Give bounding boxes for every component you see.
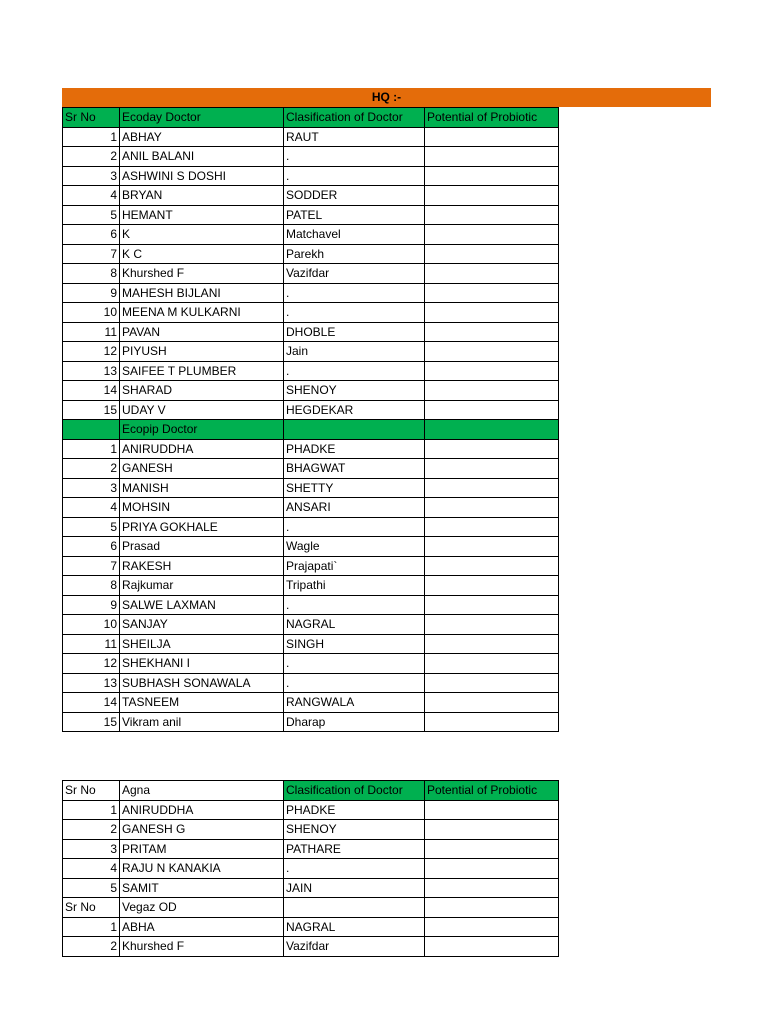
name-cell[interactable]: Khurshed F xyxy=(120,264,284,284)
potential-cell[interactable] xyxy=(425,498,559,518)
sr-no-cell[interactable]: 5 xyxy=(63,205,120,225)
sr-no-cell[interactable]: 14 xyxy=(63,381,120,401)
sr-no-cell[interactable]: 1 xyxy=(63,127,120,147)
classification-cell[interactable]: SHENOY xyxy=(284,381,425,401)
table-row xyxy=(63,439,559,459)
potential-cell[interactable] xyxy=(425,400,559,420)
sr-no-cell[interactable]: 3 xyxy=(63,166,120,186)
name-cell[interactable]: PIYUSH xyxy=(120,342,284,362)
classification-cell[interactable]: HEGDEKAR xyxy=(284,400,425,420)
section-ecopip-doctor[interactable]: Ecopip Doctor xyxy=(120,420,284,440)
name-cell[interactable]: ANIRUDDHA xyxy=(120,800,284,820)
classification-cell[interactable]: Dharap xyxy=(284,712,425,732)
table-row xyxy=(63,693,559,713)
name-cell[interactable]: RAKESH xyxy=(120,556,284,576)
table-header-row xyxy=(63,781,559,801)
classification-cell[interactable]: Vazifdar xyxy=(284,264,425,284)
potential-cell[interactable] xyxy=(425,147,559,167)
classification-cell[interactable]: . xyxy=(284,654,425,674)
header-sr-no[interactable]: Sr No xyxy=(63,108,120,128)
sr-no-cell[interactable]: 5 xyxy=(63,878,120,898)
name-cell[interactable]: SUBHASH SONAWALA xyxy=(120,673,284,693)
section-blank-cell[interactable] xyxy=(425,420,559,440)
classification-cell[interactable]: . xyxy=(284,147,425,167)
classification-cell[interactable]: PATEL xyxy=(284,205,425,225)
name-cell[interactable]: BRYAN xyxy=(120,186,284,206)
name-cell[interactable]: Prasad xyxy=(120,537,284,557)
header-ecoday-doctor[interactable]: Ecoday Doctor xyxy=(120,108,284,128)
classification-cell[interactable]: Matchavel xyxy=(284,225,425,245)
table-header-row xyxy=(63,108,559,128)
name-cell[interactable]: UDAY V xyxy=(120,400,284,420)
potential-cell[interactable] xyxy=(425,537,559,557)
potential-cell[interactable] xyxy=(425,712,559,732)
name-cell[interactable]: MEENA M KULKARNI xyxy=(120,303,284,323)
name-cell[interactable]: ABHA xyxy=(120,917,284,937)
table-row xyxy=(63,595,559,615)
name-cell[interactable]: SHARAD xyxy=(120,381,284,401)
name-cell[interactable]: ANIL BALANI xyxy=(120,147,284,167)
potential-cell[interactable] xyxy=(425,556,559,576)
potential-cell[interactable] xyxy=(425,654,559,674)
table-row xyxy=(63,361,559,381)
classification-cell[interactable]: PHADKE xyxy=(284,800,425,820)
name-cell[interactable]: SANJAY xyxy=(120,615,284,635)
classification-cell[interactable]: BHAGWAT xyxy=(284,459,425,479)
name-cell[interactable]: SAMIT xyxy=(120,878,284,898)
classification-cell[interactable]: . xyxy=(284,166,425,186)
potential-cell[interactable] xyxy=(425,225,559,245)
sr-no-cell[interactable]: 15 xyxy=(63,400,120,420)
name-cell[interactable]: TASNEEM xyxy=(120,693,284,713)
classification-cell[interactable]: . xyxy=(284,673,425,693)
sr-no-cell[interactable]: 14 xyxy=(63,693,120,713)
sr-no-cell[interactable]: 2 xyxy=(63,820,120,840)
name-cell[interactable]: SHEILJA xyxy=(120,634,284,654)
table-row xyxy=(63,303,559,323)
classification-cell[interactable]: RANGWALA xyxy=(284,693,425,713)
section-blank-cell[interactable] xyxy=(63,420,120,440)
name-cell[interactable]: ABHAY xyxy=(120,127,284,147)
potential-cell[interactable] xyxy=(425,264,559,284)
potential-cell[interactable] xyxy=(425,439,559,459)
classification-cell[interactable]: SHETTY xyxy=(284,478,425,498)
potential-cell[interactable] xyxy=(425,576,559,596)
table-row xyxy=(63,166,559,186)
potential-cell[interactable] xyxy=(425,820,559,840)
classification-cell[interactable]: . xyxy=(284,361,425,381)
table-row xyxy=(63,878,559,898)
name-cell[interactable]: GANESH xyxy=(120,459,284,479)
potential-cell[interactable] xyxy=(425,917,559,937)
header-blank[interactable] xyxy=(284,898,425,918)
sr-no-cell[interactable]: 4 xyxy=(63,498,120,518)
name-cell[interactable]: K C xyxy=(120,244,284,264)
table-row xyxy=(63,283,559,303)
sr-no-cell[interactable]: 2 xyxy=(63,937,120,957)
potential-cell[interactable] xyxy=(425,459,559,479)
vegaz-header-row xyxy=(63,898,559,918)
name-cell[interactable]: MOHSIN xyxy=(120,498,284,518)
sr-no-cell[interactable]: 12 xyxy=(63,654,120,674)
classification-cell[interactable]: DHOBLE xyxy=(284,322,425,342)
classification-cell[interactable]: SHENOY xyxy=(284,820,425,840)
table-row xyxy=(63,820,559,840)
sr-no-cell[interactable]: 1 xyxy=(63,917,120,937)
table-row xyxy=(63,615,559,635)
potential-cell[interactable] xyxy=(425,303,559,323)
potential-cell[interactable] xyxy=(425,595,559,615)
classification-cell[interactable]: PHADKE xyxy=(284,439,425,459)
table-row xyxy=(63,381,559,401)
table-row xyxy=(63,478,559,498)
sr-no-cell[interactable]: 2 xyxy=(63,147,120,167)
sr-no-cell[interactable]: 3 xyxy=(63,839,120,859)
potential-cell[interactable] xyxy=(425,342,559,362)
sr-no-cell[interactable]: 7 xyxy=(63,244,120,264)
classification-cell[interactable]: PATHARE xyxy=(284,839,425,859)
sr-no-cell[interactable]: 10 xyxy=(63,615,120,635)
sr-no-cell[interactable]: 2 xyxy=(63,459,120,479)
classification-cell[interactable]: SINGH xyxy=(284,634,425,654)
sr-no-cell[interactable]: 15 xyxy=(63,712,120,732)
header-sr-no[interactable]: Sr No xyxy=(63,898,120,918)
name-cell[interactable]: HEMANT xyxy=(120,205,284,225)
table-row xyxy=(63,917,559,937)
header-classification[interactable]: Clasification of Doctor xyxy=(284,781,425,801)
sr-no-cell[interactable]: 11 xyxy=(63,322,120,342)
table-row xyxy=(63,205,559,225)
potential-cell[interactable] xyxy=(425,283,559,303)
table-row xyxy=(63,576,559,596)
table-row xyxy=(63,937,559,957)
name-cell[interactable]: MAHESH BIJLANI xyxy=(120,283,284,303)
name-cell[interactable]: RAJU N KANAKIA xyxy=(120,859,284,879)
sr-no-cell[interactable]: 6 xyxy=(63,225,120,245)
sr-no-cell[interactable]: 1 xyxy=(63,439,120,459)
classification-cell[interactable]: NAGRAL xyxy=(284,615,425,635)
name-cell[interactable]: PRIYA GOKHALE xyxy=(120,517,284,537)
name-cell[interactable]: SALWE LAXMAN xyxy=(120,595,284,615)
potential-cell[interactable] xyxy=(425,244,559,264)
potential-cell[interactable] xyxy=(425,859,559,879)
classification-cell[interactable]: . xyxy=(284,859,425,879)
sr-no-cell[interactable]: 7 xyxy=(63,556,120,576)
potential-cell[interactable] xyxy=(425,693,559,713)
sr-no-cell[interactable]: 5 xyxy=(63,517,120,537)
potential-cell[interactable] xyxy=(425,361,559,381)
classification-cell[interactable]: Prajapati` xyxy=(284,556,425,576)
sr-no-cell[interactable]: 11 xyxy=(63,634,120,654)
agna-table xyxy=(62,780,559,957)
name-cell[interactable]: MANISH xyxy=(120,478,284,498)
sr-no-cell[interactable]: 6 xyxy=(63,537,120,557)
table-row xyxy=(63,244,559,264)
name-cell[interactable]: PAVAN xyxy=(120,322,284,342)
table-row xyxy=(63,459,559,479)
ecopip-section-row xyxy=(63,420,559,440)
table-row xyxy=(63,225,559,245)
potential-cell[interactable] xyxy=(425,800,559,820)
name-cell[interactable]: K xyxy=(120,225,284,245)
potential-cell[interactable] xyxy=(425,381,559,401)
name-cell[interactable]: PRITAM xyxy=(120,839,284,859)
table-row xyxy=(63,673,559,693)
table-row xyxy=(63,498,559,518)
table-row xyxy=(63,859,559,879)
header-agna[interactable]: Agna xyxy=(120,781,284,801)
hq-header: HQ :- xyxy=(62,88,711,107)
classification-cell[interactable]: Parekh xyxy=(284,244,425,264)
sr-no-cell[interactable]: 9 xyxy=(63,595,120,615)
classification-cell[interactable]: . xyxy=(284,303,425,323)
header-blank[interactable] xyxy=(425,898,559,918)
header-vegaz-od[interactable]: Vegaz OD xyxy=(120,898,284,918)
section-blank-cell[interactable] xyxy=(284,420,425,440)
classification-cell[interactable]: Tripathi xyxy=(284,576,425,596)
table-row xyxy=(63,517,559,537)
table-row xyxy=(63,800,559,820)
table-row xyxy=(63,712,559,732)
classification-cell[interactable]: SODDER xyxy=(284,186,425,206)
classification-cell[interactable]: RAUT xyxy=(284,127,425,147)
ecoday-doctor-table xyxy=(62,107,559,732)
table-row xyxy=(63,264,559,284)
name-cell[interactable]: Rajkumar xyxy=(120,576,284,596)
classification-cell[interactable]: NAGRAL xyxy=(284,917,425,937)
table-row xyxy=(63,147,559,167)
classification-cell[interactable]: . xyxy=(284,595,425,615)
potential-cell[interactable] xyxy=(425,634,559,654)
sr-no-cell[interactable]: 13 xyxy=(63,673,120,693)
table-row xyxy=(63,322,559,342)
sr-no-cell[interactable]: 10 xyxy=(63,303,120,323)
potential-cell[interactable] xyxy=(425,322,559,342)
classification-cell[interactable]: Jain xyxy=(284,342,425,362)
name-cell[interactable]: SAIFEE T PLUMBER xyxy=(120,361,284,381)
classification-cell[interactable]: . xyxy=(284,283,425,303)
classification-cell[interactable]: ANSARI xyxy=(284,498,425,518)
potential-cell[interactable] xyxy=(425,205,559,225)
name-cell[interactable]: ANIRUDDHA xyxy=(120,439,284,459)
potential-cell[interactable] xyxy=(425,878,559,898)
sr-no-cell[interactable]: 4 xyxy=(63,186,120,206)
sr-no-cell[interactable]: 9 xyxy=(63,283,120,303)
classification-cell[interactable]: . xyxy=(284,517,425,537)
name-cell[interactable]: ASHWINI S DOSHI xyxy=(120,166,284,186)
table-row xyxy=(63,400,559,420)
classification-cell[interactable]: Wagle xyxy=(284,537,425,557)
sr-no-cell[interactable]: 12 xyxy=(63,342,120,362)
name-cell[interactable]: SHEKHANI I xyxy=(120,654,284,674)
potential-cell[interactable] xyxy=(425,127,559,147)
sr-no-cell[interactable]: 1 xyxy=(63,800,120,820)
sr-no-cell[interactable]: 8 xyxy=(63,576,120,596)
table-row xyxy=(63,634,559,654)
sr-no-cell[interactable]: 3 xyxy=(63,478,120,498)
potential-cell[interactable] xyxy=(425,186,559,206)
table-row xyxy=(63,537,559,557)
classification-cell[interactable]: JAIN xyxy=(284,878,425,898)
table-row xyxy=(63,186,559,206)
potential-cell[interactable] xyxy=(425,937,559,957)
potential-cell[interactable] xyxy=(425,615,559,635)
potential-cell[interactable] xyxy=(425,478,559,498)
header-sr-no[interactable]: Sr No xyxy=(63,781,120,801)
potential-cell[interactable] xyxy=(425,673,559,693)
table-row xyxy=(63,127,559,147)
table-row xyxy=(63,654,559,674)
classification-cell[interactable]: Vazifdar xyxy=(284,937,425,957)
header-classification[interactable]: Clasification of Doctor xyxy=(284,108,425,128)
header-potential[interactable]: Potential of Probiotic xyxy=(425,781,559,801)
potential-cell[interactable] xyxy=(425,166,559,186)
spreadsheet xyxy=(62,88,712,957)
sr-no-cell[interactable]: 8 xyxy=(63,264,120,284)
name-cell[interactable]: Vikram anil xyxy=(120,712,284,732)
sr-no-cell[interactable]: 4 xyxy=(63,859,120,879)
table-row xyxy=(63,839,559,859)
table-row xyxy=(63,342,559,362)
header-potential[interactable]: Potential of Probiotic xyxy=(425,108,559,128)
table-row xyxy=(63,556,559,576)
potential-cell[interactable] xyxy=(425,517,559,537)
name-cell[interactable]: Khurshed F xyxy=(120,937,284,957)
potential-cell[interactable] xyxy=(425,839,559,859)
name-cell[interactable]: GANESH G xyxy=(120,820,284,840)
sr-no-cell[interactable]: 13 xyxy=(63,361,120,381)
